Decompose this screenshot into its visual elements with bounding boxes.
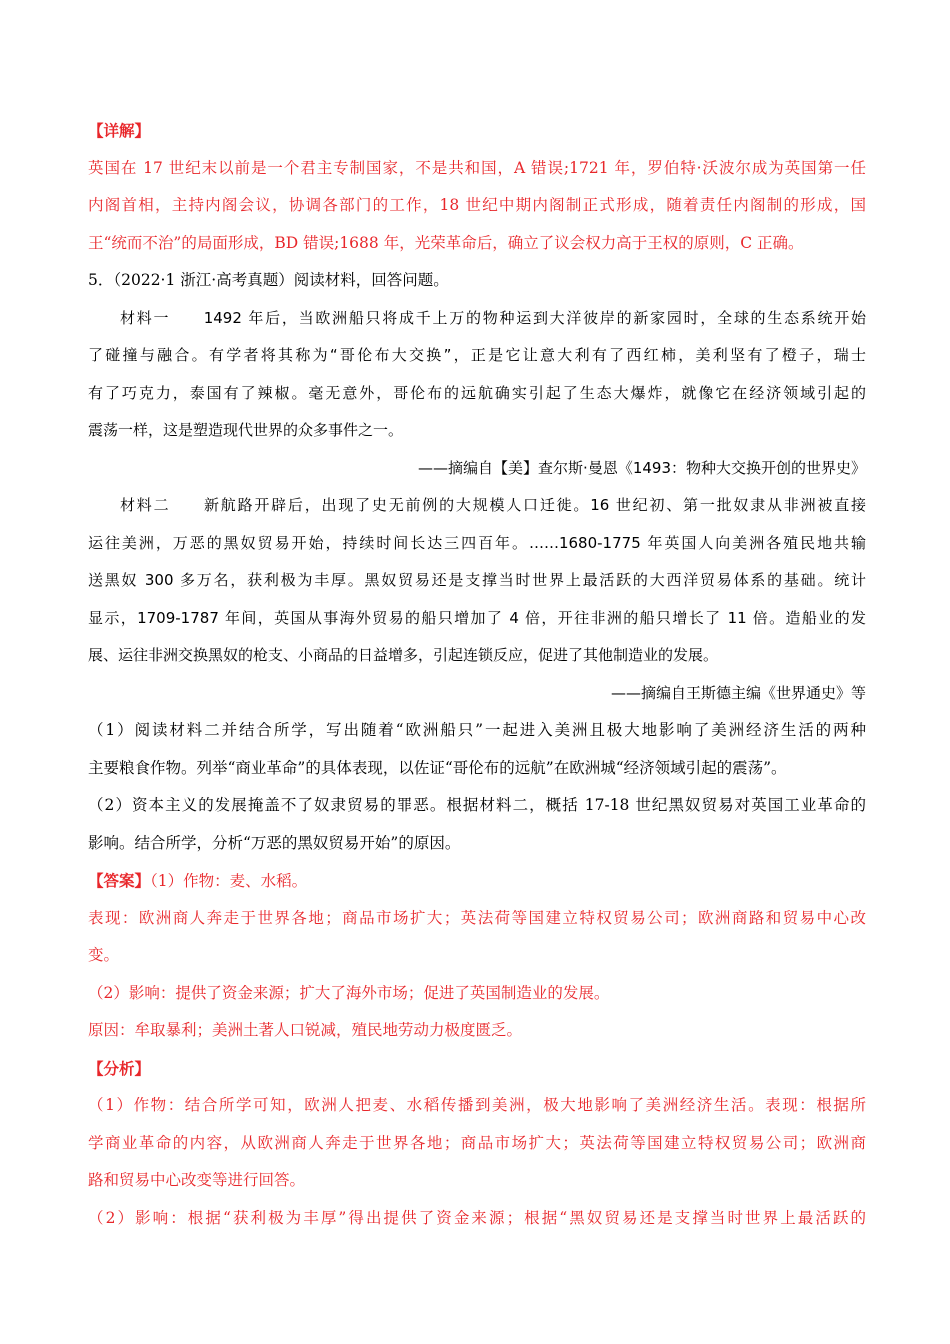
analysis-line: 学商业革命的内容，从欧洲商人奔走于世界各地；商品市场扩大；英法荷等国建立特权贸易公司；欧洲商 [88, 1133, 866, 1152]
material-two [88, 487, 866, 712]
answer-line: （2）影响：提供了资金来源；扩大了海外市场；促进了英国制造业的发展。 [88, 983, 610, 1002]
analysis-line: 路和贸易中心改变等进行回答。 [88, 1171, 306, 1189]
sub-question-line: 影响。结合所学，分析“万恶的黑奴贸易开始”的原因。 [88, 833, 461, 852]
material-line: 材料一 1492 年后，当欧洲船只将成千上万的物种运到大洋彼岸的新家园时，全球的生态系统开始 [120, 308, 866, 327]
material-line: 了碰撞与融合。有学者将其称为“哥伦布大交换”，正是它让意大利有了西红柿，美利坚有了橙子，瑞士 [88, 346, 866, 364]
material-line: 显示，1709-1787 年间，英国从事海外贸易的船只增加了 4 倍，开往非洲的船只增长了 11 倍。造船业的发 [88, 608, 866, 627]
answer-heading: 【答案】 [88, 871, 151, 890]
detail-heading: 【详解】 [88, 121, 151, 140]
sub-question-line: 主要粮食作物。列举“商业革命”的具体表现，以佐证“哥伦布的远航”在欧洲城“经济领域引起的震荡”。 [88, 758, 787, 777]
material-line: 展、运往非洲交换黑奴的枪支、小商品的日益增多，引起连锁反应，促进了其他制造业的发展。 [88, 646, 719, 664]
detail-line: 内阁首相，主持内阁会议，协调各部门的工作，18 世纪中期内阁制正式形成，随着责任内阁制的形成，国 [88, 196, 866, 214]
material-source: ——摘编自【美】查尔斯·曼恩《1493：物种大交换开创的世界史》 [418, 458, 866, 477]
answer-text: （1）作物：麦、水稻。 [150, 872, 308, 890]
detail-line: 王“统而不治”的局面形成，BD 错误;1688 年，光荣革命后，确立了议会权力高于王权的原则，C 正确。 [88, 233, 804, 252]
answer-section [88, 862, 866, 1050]
analysis-heading: 【分析】 [88, 1058, 151, 1078]
analysis-section [88, 1050, 866, 1238]
question-stem: 5．（2022·1 浙江·高考真题）阅读材料，回答问题。 [88, 271, 449, 289]
answer-line: 表现：欧洲商人奔走于世界各地；商品市场扩大；英法荷等国建立特权贸易公司；欧洲商路和贸易中心改 [88, 908, 866, 927]
material-source: ——摘编自王斯德主编《世界通史》等 [610, 683, 866, 702]
analysis-line: （2）影响：根据“获利极为丰厚”得出提供了资金来源；根据“黑奴贸易还是支撑当时世界上最活跃的 [88, 1208, 866, 1227]
answer-line: 原因：牟取暴利；美洲土著人口锐减，殖民地劳动力极度匮乏。 [88, 1021, 523, 1039]
material-one [88, 300, 866, 488]
material-line: 有了巧克力，泰国有了辣椒。毫无意外，哥伦布的远航确实引起了生态大爆炸，就像它在经济领域引起的 [88, 383, 866, 402]
material-line: 震荡一样，这是塑造现代世界的众多事件之一。 [88, 421, 404, 439]
sub-question-line: （1）阅读材料二并结合所学，写出随着“欧洲船只”一起进入美洲且极大地影响了美洲经济生活的两种 [88, 721, 866, 739]
material-line: 送黑奴 300 多万名，获利极为丰厚。黑奴贸易还是支撑当时世界上最活跃的大西洋贸易体系的基础。统计 [88, 571, 866, 589]
material-line: 材料二 新航路开辟后，出现了史无前例的大规模人口迁徙。16 世纪初、第一批奴隶从非洲被直接 [120, 496, 866, 514]
sub-question-line: （2）资本主义的发展掩盖不了奴隶贸易的罪恶。根据材料二，概括 17-18 世纪黑奴贸易对英国工业革命的 [88, 796, 866, 814]
document-page [88, 112, 866, 1237]
answer-first-line [88, 862, 866, 900]
material-line: 运往美洲，万恶的黑奴贸易开始，持续时间长达三四百年。……1680-1775 年英国人向美洲各殖民地共输 [88, 533, 866, 552]
detail-line: 英国在 17 世纪末以前是一个君主专制国家，不是共和国，A 错误;1721 年，罗伯特·沃波尔成为英国第一任 [88, 158, 866, 177]
analysis-line: （1）作物：结合所学可知，欧洲人把麦、水稻传播到美洲，极大地影响了美洲经济生活。表现：根据所 [88, 1096, 866, 1114]
answer-line: 变。 [88, 946, 120, 964]
sub-questions [88, 712, 866, 862]
